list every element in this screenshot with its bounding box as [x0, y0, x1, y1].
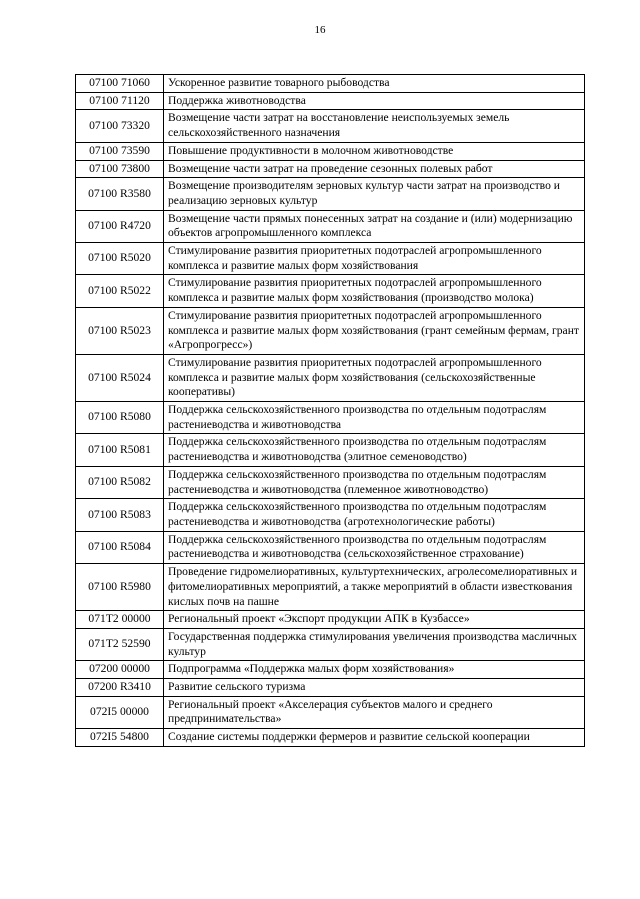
table-row	[76, 499, 585, 531]
row-code: 07100 R5081	[76, 434, 164, 466]
row-name: Региональный проект «Экспорт продукции АПК в Кузбассе»	[164, 611, 585, 629]
row-name: Проведение гидромелиоративных, культуртехнических, агролесомелиоративных и фитомелиоративных мероприятий, а также мероприятий в области известкования кислых почв на пашне	[164, 564, 585, 611]
row-name: Возмещение части затрат на проведение сезонных полевых работ	[164, 160, 585, 178]
table-row	[76, 564, 585, 611]
row-name: Стимулирование развития приоритетных подотраслей агропромышленного комплекса и развитие малых форм хозяйствования (производство молока)	[164, 275, 585, 307]
row-name: Подпрограмма «Поддержка малых форм хозяйствования»	[164, 661, 585, 679]
row-name: Поддержка сельскохозяйственного производства по отдельным подотраслям растениеводства и животноводства	[164, 402, 585, 434]
table-row	[76, 661, 585, 679]
row-code: 07100 R5083	[76, 499, 164, 531]
row-name: Стимулирование развития приоритетных подотраслей агропромышленного комплекса и развитие малых форм хозяйствования (грант семейным фермам, грант «Агропрогресс»)	[164, 307, 585, 354]
row-name: Возмещение части затрат на восстановление неиспользуемых земель сельскохозяйственного назначения	[164, 110, 585, 142]
page-number: 16	[314, 24, 326, 36]
row-code: 07100 R5084	[76, 531, 164, 563]
table-row	[76, 307, 585, 354]
row-code: 071T2 00000	[76, 611, 164, 629]
table-row	[76, 531, 585, 563]
row-code: 072I5 54800	[76, 729, 164, 747]
row-name: Стимулирование развития приоритетных подотраслей агропромышленного комплекса и развитие малых форм хозяйствования (сельскохозяйственные кооперативы)	[164, 354, 585, 401]
row-code: 07100 R5082	[76, 466, 164, 498]
row-code: 07100 73800	[76, 160, 164, 178]
row-name: Стимулирование развития приоритетных подотраслей агропромышленного комплекса и развитие малых форм хозяйствования	[164, 243, 585, 275]
table-row	[76, 160, 585, 178]
budget-code-table	[75, 74, 585, 747]
row-name: Поддержка сельскохозяйственного производства по отдельным подотраслям растениеводства и животноводства (племенное животноводство)	[164, 466, 585, 498]
table-row	[76, 434, 585, 466]
table-row	[76, 402, 585, 434]
row-name: Ускоренное развитие товарного рыбоводства	[164, 75, 585, 93]
table-row	[76, 275, 585, 307]
table-row	[76, 696, 585, 728]
row-code: 07100 73590	[76, 142, 164, 160]
row-code: 07100 R5080	[76, 402, 164, 434]
table-row	[76, 243, 585, 275]
table-row	[76, 354, 585, 401]
row-name: Повышение продуктивности в молочном животноводстве	[164, 142, 585, 160]
row-name: Поддержка сельскохозяйственного производства по отдельным подотраслям растениеводства и животноводства (агротехнологические работы)	[164, 499, 585, 531]
row-code: 07100 R5022	[76, 275, 164, 307]
row-code: 07100 71120	[76, 92, 164, 110]
row-code: 07100 71060	[76, 75, 164, 93]
table-row	[76, 729, 585, 747]
table-row	[76, 466, 585, 498]
row-code: 07100 R5020	[76, 243, 164, 275]
row-code: 07200 R3410	[76, 679, 164, 697]
table-row	[76, 628, 585, 660]
table-row	[76, 178, 585, 210]
row-name: Возмещение производителям зерновых культур части затрат на производство и реализацию зерновых культур	[164, 178, 585, 210]
row-name: Развитие сельского туризма	[164, 679, 585, 697]
row-name: Возмещение части прямых понесенных затрат на создание и (или) модернизацию объектов агропромышленного комплекса	[164, 210, 585, 242]
row-code: 07100 R3580	[76, 178, 164, 210]
row-code: 072I5 00000	[76, 696, 164, 728]
row-code: 07100 R5024	[76, 354, 164, 401]
row-name: Поддержка сельскохозяйственного производства по отдельным подотраслям растениеводства и животноводства (элитное семеноводство)	[164, 434, 585, 466]
row-name: Поддержка животноводства	[164, 92, 585, 110]
table-row	[76, 679, 585, 697]
table-row	[76, 92, 585, 110]
row-code: 07100 R5980	[76, 564, 164, 611]
row-code: 071T2 52590	[76, 628, 164, 660]
table-row	[76, 210, 585, 242]
row-code: 07100 R4720	[76, 210, 164, 242]
row-code: 07100 R5023	[76, 307, 164, 354]
row-name: Государственная поддержка стимулирования увеличения производства масличных культур	[164, 628, 585, 660]
row-name: Создание системы поддержки фермеров и развитие сельской кооперации	[164, 729, 585, 747]
table-row	[76, 611, 585, 629]
row-code: 07200 00000	[76, 661, 164, 679]
row-code: 07100 73320	[76, 110, 164, 142]
table-row	[76, 142, 585, 160]
table-row	[76, 110, 585, 142]
row-name: Региональный проект «Акселерация субъектов малого и среднего предпринимательства»	[164, 696, 585, 728]
table-row	[76, 75, 585, 93]
row-name: Поддержка сельскохозяйственного производства по отдельным подотраслям растениеводства и животноводства (сельскохозяйственное страхование)	[164, 531, 585, 563]
